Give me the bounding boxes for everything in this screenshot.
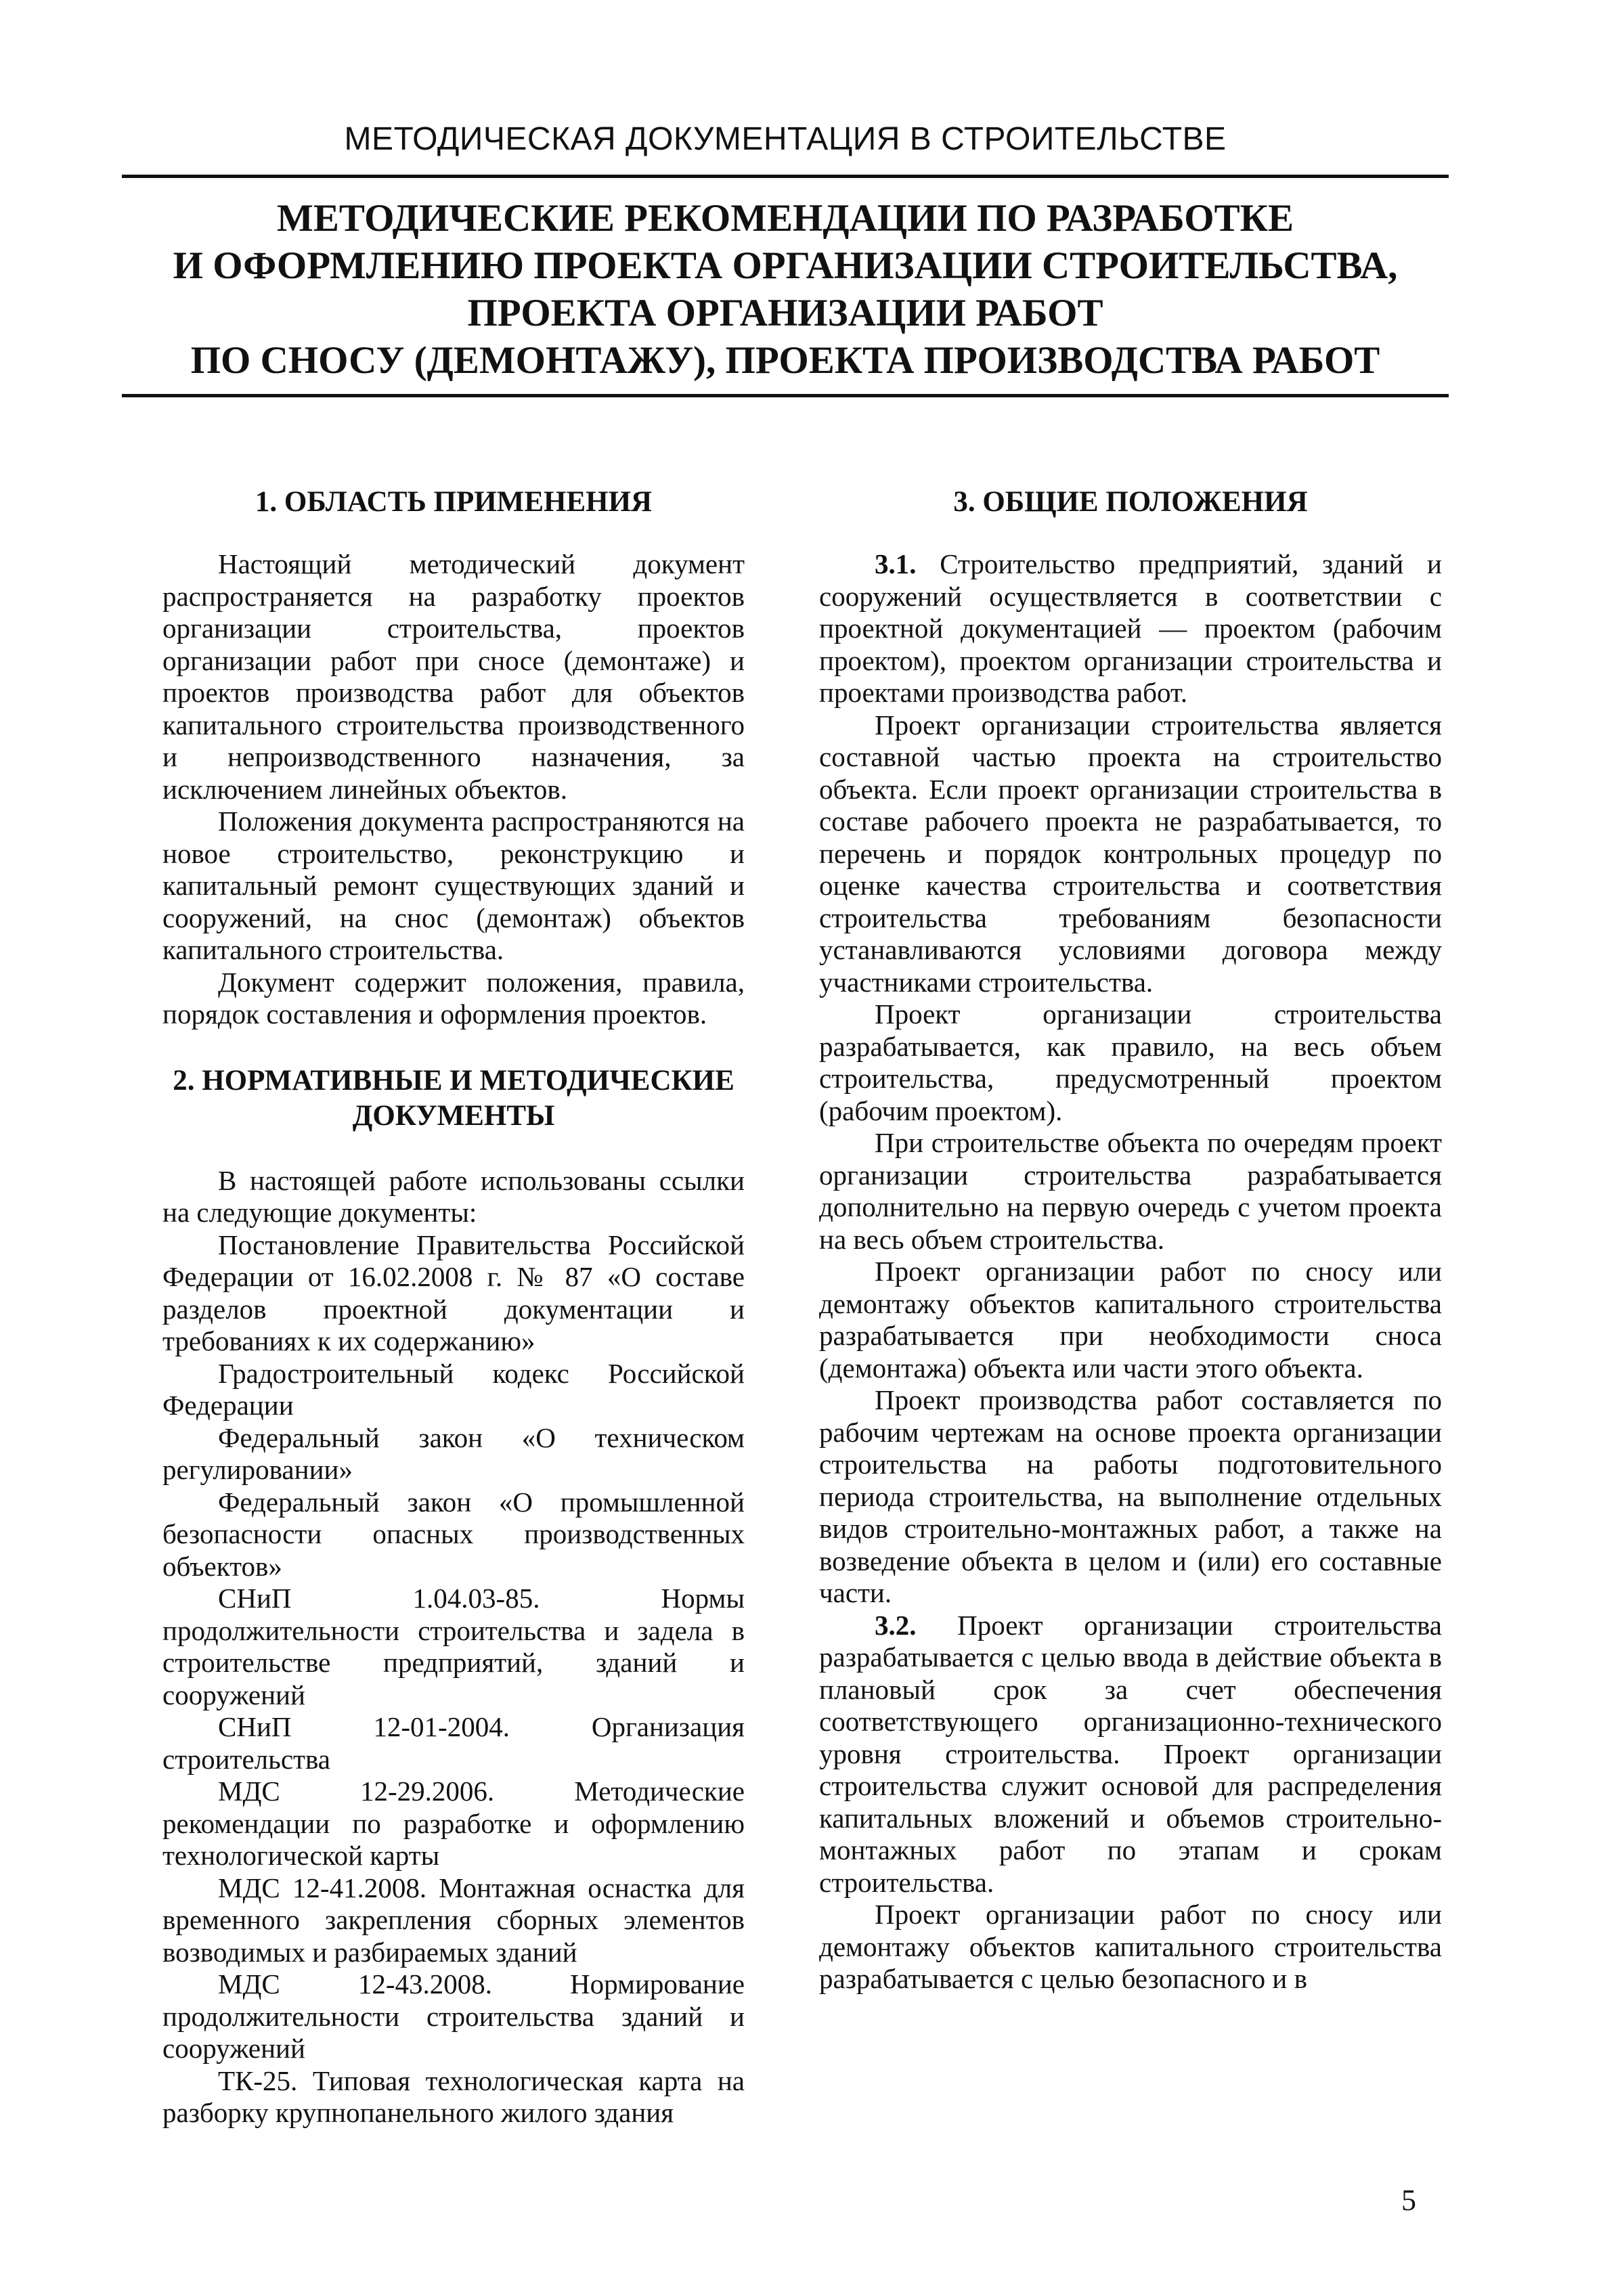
section-3-paragraph: Проект организации работ по сносу или демонтажу объектов капитального строительства разрабатывается с целью безопасного и в xyxy=(819,1899,1442,1994)
right-column xyxy=(819,485,1442,1995)
title-line: И ОФОРМЛЕНИЮ ПРОЕКТА ОРГАНИЗАЦИИ СТРОИТЕЛЬСТВА, xyxy=(173,244,1398,287)
reference-item: В настоящей работе использованы ссылки на следующие документы: xyxy=(162,1164,745,1228)
reference-item: СНиП 12-01-2004. Организация строительства xyxy=(162,1711,745,1775)
clause-number: 3.2. xyxy=(875,1609,917,1641)
page-number: 5 xyxy=(1401,2184,1416,2217)
title-line: ПО СНОСУ (ДЕМОНТАЖУ), ПРОЕКТА ПРОИЗВОДСТВА РАБОТ xyxy=(190,339,1380,382)
clause-text: Строительство предприятий, зданий и сооружений осуществляется в соответствии с проектной документацией — проектом (рабочим проектом), проектом организации строительства и проектами производства работ. xyxy=(819,548,1442,708)
reference-item: ТК-25. Типовая технологическая карта на разборку крупнопанельного жилого здания xyxy=(162,2065,745,2128)
reference-item: МДС 12-41.2008. Монтажная оснастка для временного закрепления сборных элементов возводимых и разбираемых зданий xyxy=(162,1872,745,1968)
section-1-heading: 1. ОБЛАСТЬ ПРИМЕНЕНИЯ xyxy=(255,486,653,518)
clause-number: 3.1. xyxy=(875,548,917,579)
document-title xyxy=(122,195,1449,384)
reference-item: Градостроительный кодекс Российской Федерации xyxy=(162,1357,745,1421)
title-line: ПРОЕКТА ОРГАНИЗАЦИИ РАБОТ xyxy=(467,292,1103,334)
left-column xyxy=(162,485,745,2129)
section-1-paragraph: Положения документа распространяются на новое строительство, реконструкцию и капитальный ремонт существующих зданий и сооружений, на снос (демонтаж) объектов капитального строительства. xyxy=(162,805,745,965)
clause-3-2 xyxy=(819,1610,1442,1899)
section-3-paragraph: Проект организации строительства разрабатывается, как правило, на весь объем строительства, предусмотренный проектом (рабочим проектом). xyxy=(819,998,1442,1126)
section-2-heading xyxy=(162,1063,745,1134)
reference-item: Федеральный закон «О техническом регулировании» xyxy=(162,1421,745,1485)
clause-text: Проект организации строительства разрабатывается с целью ввода в действие объекта в плановый срок за счет обеспечения соответствующего организационно-технического уровня строительства. Проект организации строительства служит основой для распределения капитальных вложений и объемов строительно-монтажных работ по этапам и срокам строительства. xyxy=(819,1609,1442,1898)
section-3-paragraph: Проект производства работ составляется по рабочим чертежам на основе проекта организации строительства на работы подготовительного периода строительства, на выполнение отдельных видов строительно-монтажных работ, а также на возведение объекта в целом и (или) его составные части. xyxy=(819,1384,1442,1608)
reference-item: МДС 12-29.2006. Методические рекомендации по разработке и оформлению технологической карты xyxy=(162,1775,745,1871)
section-3-paragraph: Проект организации работ по сносу или демонтажу объектов капитального строительства разрабатывается при необходимости сноса (демонтажа) объекта или части этого объекта. xyxy=(819,1256,1442,1384)
title-rule xyxy=(122,394,1449,397)
title-line: МЕТОДИЧЕСКИЕ РЕКОМЕНДАЦИИ ПО РАЗРАБОТКЕ xyxy=(277,197,1294,240)
reference-item: Постановление Правительства Российской Федерации от 16.02.2008 г. № 87 «О составе разделов проектной документации и требованиях к их содержанию» xyxy=(162,1229,745,1356)
reference-item: Федеральный закон «О промышленной безопасности опасных производственных объектов» xyxy=(162,1486,745,1582)
reference-item: СНиП 1.04.03-85. Нормы продолжительности строительства и задела в строительстве предприятий, зданий и сооружений xyxy=(162,1583,745,1710)
section-3-paragraph: Проект организации строительства является составной частью проекта на строительство объекта. Если проект организации строительства в составе рабочего проекта не разрабатывается, то перечень и порядок контрольных процедур по оценке качества строительства и соответствия строительства требованиям безопасности устанавливаются условиями договора между участниками строительства. xyxy=(819,709,1442,998)
section-1-paragraph: Настоящий методический документ распространяется на разработку проектов организации строительства, проектов организации работ при сносе (демонтаже) и проектов производства работ для объектов капитального строительства производственного и непроизводственного назначения, за исключением линейных объектов. xyxy=(162,548,745,805)
running-header: МЕТОДИЧЕСКАЯ ДОКУМЕНТАЦИЯ В СТРОИТЕЛЬСТВЕ xyxy=(344,121,1227,157)
section-2-heading-line: ДОКУМЕНТЫ xyxy=(352,1099,555,1132)
reference-item: МДС 12-43.2008. Нормирование продолжительности строительства зданий и сооружений xyxy=(162,1968,745,2064)
section-1-paragraph: Документ содержит положения, правила, порядок составления и оформления проектов. xyxy=(162,966,745,1030)
section-3-paragraph: При строительстве объекта по очередям проект организации строительства разрабатывается дополнительно на первую очередь с учетом проекта на весь объем строительства. xyxy=(819,1127,1442,1255)
header-rule xyxy=(122,175,1449,178)
clause-3-1 xyxy=(819,548,1442,709)
section-2-heading-line: 2. НОРМАТИВНЫЕ И МЕТОДИЧЕСКИЕ xyxy=(173,1064,734,1097)
section-3-heading: 3. ОБЩИЕ ПОЛОЖЕНИЯ xyxy=(953,486,1308,518)
